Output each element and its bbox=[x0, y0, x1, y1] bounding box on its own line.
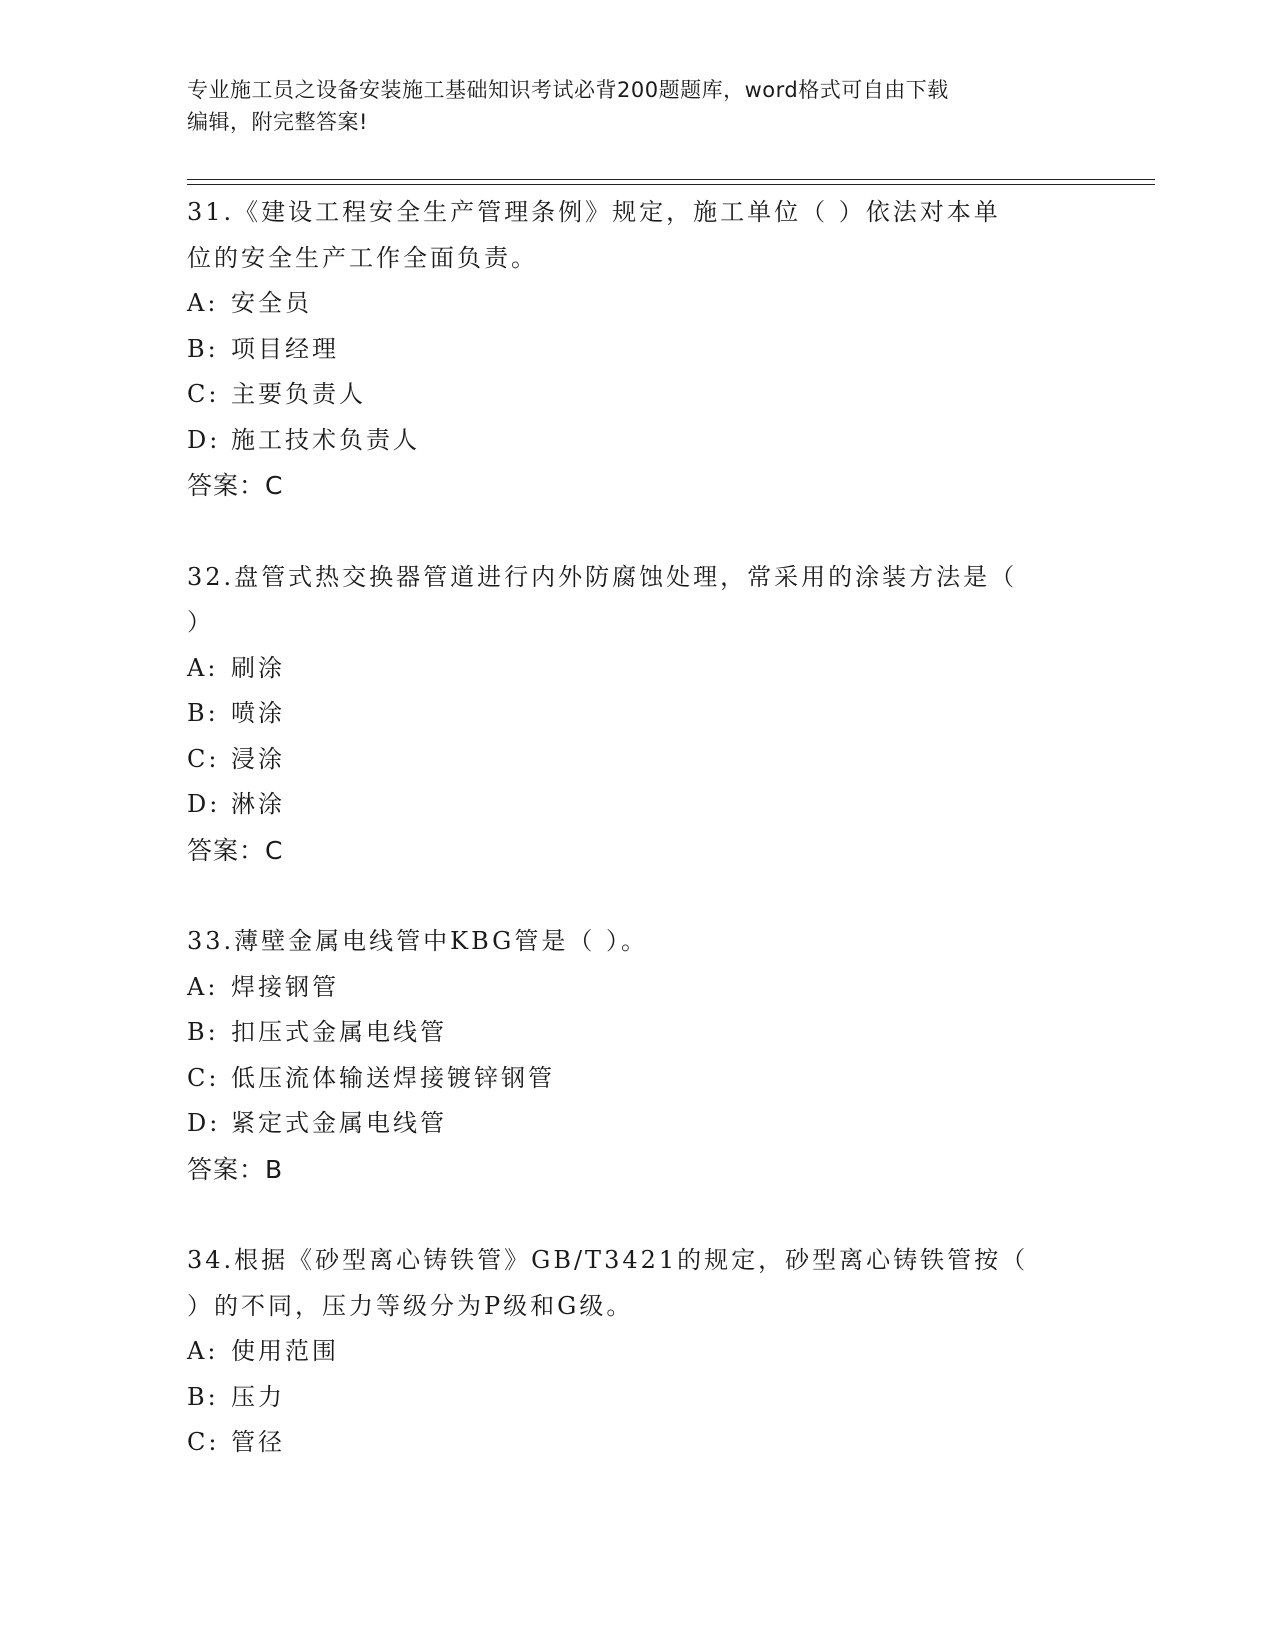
option-key: D: bbox=[187, 1109, 221, 1137]
option-text: 焊接钢管 bbox=[231, 972, 339, 1001]
option-text: 紧定式金属电线管 bbox=[231, 1109, 447, 1137]
option-c bbox=[187, 372, 1087, 418]
option-key: B: bbox=[187, 334, 219, 363]
header-title-line-2: 编辑，附完整答案! bbox=[187, 110, 368, 134]
option-key: B: bbox=[187, 699, 219, 727]
option-a bbox=[187, 965, 1087, 1011]
option-text: 刷涂 bbox=[231, 653, 285, 682]
option-key: A: bbox=[187, 1337, 219, 1365]
answer-text: 答案：C bbox=[187, 835, 284, 865]
question-34 bbox=[187, 1238, 1087, 1466]
option-a bbox=[187, 646, 1087, 692]
question-32 bbox=[187, 555, 1087, 874]
question-31 bbox=[187, 190, 1087, 509]
option-key: C: bbox=[187, 1428, 220, 1456]
option-text: 使用范围 bbox=[231, 1337, 339, 1365]
option-d bbox=[187, 1101, 1087, 1147]
header-divider-bottom bbox=[187, 184, 1155, 185]
option-b bbox=[187, 1010, 1087, 1056]
option-text: 安全员 bbox=[231, 289, 312, 317]
option-c bbox=[187, 1056, 1087, 1102]
option-key: A: bbox=[187, 972, 219, 1001]
question-stem-line: 32.盘管式热交换器管道进行内外防腐蚀处理，常采用的涂装方法是（ bbox=[187, 562, 1018, 591]
option-key: C: bbox=[187, 1063, 220, 1092]
option-text: 扣压式金属电线管 bbox=[231, 1018, 447, 1046]
option-text: 管径 bbox=[231, 1428, 285, 1456]
option-d bbox=[187, 782, 1087, 828]
option-text: 喷涂 bbox=[231, 699, 285, 727]
option-text: 浸涂 bbox=[231, 744, 285, 773]
option-key: C: bbox=[187, 380, 220, 408]
option-key: D: bbox=[187, 790, 221, 818]
document-header bbox=[187, 74, 1067, 138]
option-b bbox=[187, 691, 1087, 737]
option-text: 低压流体输送焊接镀锌钢管 bbox=[231, 1063, 555, 1092]
question-stem-line: ） bbox=[187, 608, 214, 636]
option-d bbox=[187, 418, 1087, 464]
option-key: C: bbox=[187, 744, 220, 773]
option-a bbox=[187, 1329, 1087, 1375]
option-text: 淋涂 bbox=[231, 790, 285, 818]
option-text: 项目经理 bbox=[231, 334, 339, 363]
option-a bbox=[187, 281, 1087, 327]
question-stem-line: 位的安全生产工作全面负责。 bbox=[187, 243, 538, 272]
header-divider-top bbox=[187, 179, 1155, 180]
option-text: 施工技术负责人 bbox=[231, 425, 420, 454]
option-text: 主要负责人 bbox=[231, 380, 366, 408]
option-key: B: bbox=[187, 1382, 219, 1411]
question-list bbox=[187, 190, 1087, 1512]
option-c bbox=[187, 737, 1087, 783]
answer-text: 答案：B bbox=[187, 1154, 284, 1184]
option-key: A: bbox=[187, 289, 219, 317]
option-key: D: bbox=[187, 425, 221, 454]
question-stem-line: 33.薄壁金属电线管中KBG管是（ ）。 bbox=[187, 927, 648, 955]
option-key: B: bbox=[187, 1018, 219, 1046]
question-stem-line: 31.《建设工程安全生产管理条例》规定，施工单位（ ）依法对本单 bbox=[187, 198, 1001, 226]
header-title-line-1: 专业施工员之设备安装施工基础知识考试必背200题题库，word格式可自由下载 bbox=[187, 78, 949, 102]
option-b bbox=[187, 327, 1087, 373]
question-stem-line: 34.根据《砂型离心铸铁管》GB/T3421的规定，砂型离心铸铁管按（ bbox=[187, 1246, 1029, 1274]
option-text: 压力 bbox=[231, 1382, 285, 1411]
option-b bbox=[187, 1375, 1087, 1421]
option-c bbox=[187, 1420, 1087, 1466]
answer-text: 答案：C bbox=[187, 471, 284, 500]
question-stem-line: ）的不同，压力等级分为P级和G级。 bbox=[187, 1291, 634, 1320]
question-33 bbox=[187, 919, 1087, 1192]
option-key: A: bbox=[187, 653, 219, 682]
